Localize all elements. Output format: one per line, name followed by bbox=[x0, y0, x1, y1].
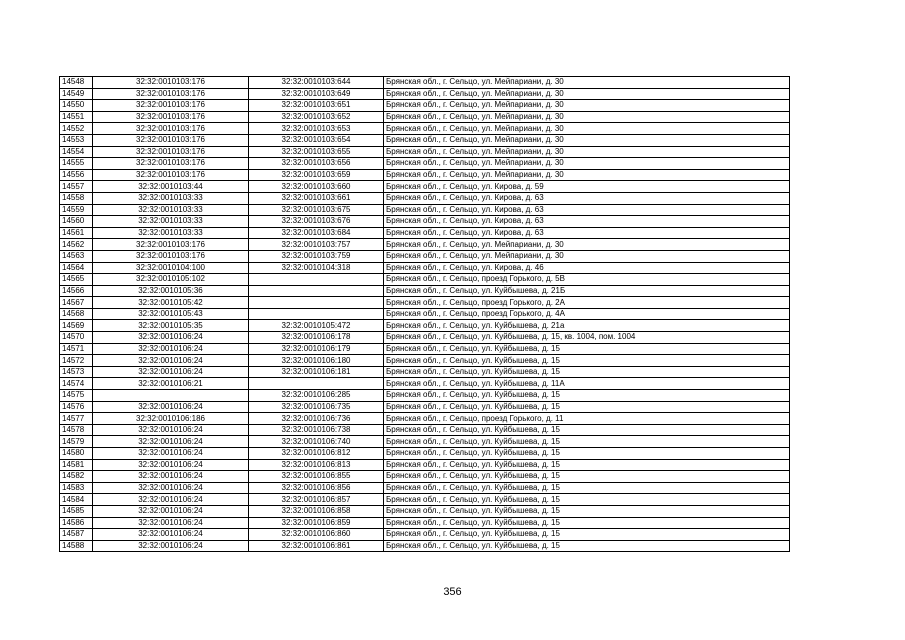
object-number-cell: 32:32:0010103:759 bbox=[249, 250, 384, 262]
table-row bbox=[60, 332, 790, 344]
parcel-number-cell: 32:32:0010106:24 bbox=[93, 424, 249, 436]
object-number-cell: 32:32:0010104:318 bbox=[249, 262, 384, 274]
table-row bbox=[60, 274, 790, 286]
parcel-number-cell: 32:32:0010106:24 bbox=[93, 494, 249, 506]
parcel-number-cell: 32:32:0010106:24 bbox=[93, 332, 249, 344]
object-number-cell: 32:32:0010106:181 bbox=[249, 366, 384, 378]
object-number-cell bbox=[249, 308, 384, 320]
address-cell: Брянская обл., г. Сельцо, ул. Куйбышева, д. 15 bbox=[384, 366, 790, 378]
object-number-cell: 32:32:0010103:757 bbox=[249, 239, 384, 251]
object-number-cell bbox=[249, 297, 384, 309]
object-number-cell: 32:32:0010103:644 bbox=[249, 77, 384, 89]
object-number-cell: 32:32:0010106:857 bbox=[249, 494, 384, 506]
row-number-cell: 14557 bbox=[60, 181, 93, 193]
table-row bbox=[60, 308, 790, 320]
table-row bbox=[60, 158, 790, 170]
object-number-cell: 32:32:0010106:179 bbox=[249, 343, 384, 355]
parcel-number-cell: 32:32:0010106:24 bbox=[93, 459, 249, 471]
address-cell: Брянская обл., г. Сельцо, ул. Куйбышева, д. 15 bbox=[384, 390, 790, 402]
table-row bbox=[60, 285, 790, 297]
row-number-cell: 14560 bbox=[60, 216, 93, 228]
address-cell: Брянская обл., г. Сельцо, ул. Кирова, д. 46 bbox=[384, 262, 790, 274]
address-cell: Брянская обл., г. Сельцо, ул. Куйбышева, д. 15 bbox=[384, 424, 790, 436]
parcel-number-cell: 32:32:0010103:176 bbox=[93, 88, 249, 100]
row-number-cell: 14588 bbox=[60, 540, 93, 552]
parcel-number-cell: 32:32:0010106:24 bbox=[93, 517, 249, 529]
parcel-number-cell: 32:32:0010106:24 bbox=[93, 436, 249, 448]
row-number-cell: 14573 bbox=[60, 366, 93, 378]
address-cell: Брянская обл., г. Сельцо, ул. Кирова, д. 63 bbox=[384, 216, 790, 228]
address-cell: Брянская обл., г. Сельцо, ул. Мейпариани, д. 30 bbox=[384, 169, 790, 181]
row-number-cell: 14564 bbox=[60, 262, 93, 274]
table-row bbox=[60, 239, 790, 251]
table-row bbox=[60, 262, 790, 274]
table-row bbox=[60, 540, 790, 552]
parcel-number-cell: 32:32:0010106:24 bbox=[93, 366, 249, 378]
register-table-body bbox=[60, 77, 790, 552]
parcel-number-cell: 32:32:0010105:35 bbox=[93, 320, 249, 332]
object-number-cell: 32:32:0010106:858 bbox=[249, 505, 384, 517]
parcel-number-cell: 32:32:0010103:33 bbox=[93, 227, 249, 239]
parcel-number-cell: 32:32:0010106:21 bbox=[93, 378, 249, 390]
address-cell: Брянская обл., г. Сельцо, проезд Горького, д. 5В bbox=[384, 274, 790, 286]
object-number-cell bbox=[249, 378, 384, 390]
object-number-cell: 32:32:0010103:656 bbox=[249, 158, 384, 170]
address-cell: Брянская обл., г. Сельцо, ул. Куйбышева, д. 15 bbox=[384, 355, 790, 367]
address-cell: Брянская обл., г. Сельцо, ул. Кирова, д. 63 bbox=[384, 192, 790, 204]
table-row bbox=[60, 343, 790, 355]
object-number-cell: 32:32:0010106:861 bbox=[249, 540, 384, 552]
row-number-cell: 14567 bbox=[60, 297, 93, 309]
table-row bbox=[60, 146, 790, 158]
address-cell: Брянская обл., г. Сельцо, проезд Горького, д. 4А bbox=[384, 308, 790, 320]
table-row bbox=[60, 134, 790, 146]
address-cell: Брянская обл., г. Сельцо, ул. Мейпариани, д. 30 bbox=[384, 239, 790, 251]
table-row bbox=[60, 192, 790, 204]
row-number-cell: 14552 bbox=[60, 123, 93, 135]
register-table bbox=[59, 76, 790, 552]
table-row bbox=[60, 320, 790, 332]
address-cell: Брянская обл., г. Сельцо, ул. Куйбышева, д. 21Б bbox=[384, 285, 790, 297]
object-number-cell: 32:32:0010103:654 bbox=[249, 134, 384, 146]
parcel-number-cell: 32:32:0010106:24 bbox=[93, 540, 249, 552]
address-cell: Брянская обл., г. Сельцо, ул. Куйбышева, д. 15 bbox=[384, 529, 790, 541]
address-cell: Брянская обл., г. Сельцо, ул. Куйбышева, д. 15 bbox=[384, 448, 790, 460]
object-number-cell: 32:32:0010103:661 bbox=[249, 192, 384, 204]
table-row bbox=[60, 494, 790, 506]
table-row bbox=[60, 169, 790, 181]
parcel-number-cell: 32:32:0010103:176 bbox=[93, 100, 249, 112]
address-cell: Брянская обл., г. Сельцо, ул. Куйбышева, д. 15, кв. 1004, пом. 1004 bbox=[384, 332, 790, 344]
table-row bbox=[60, 100, 790, 112]
table-row bbox=[60, 88, 790, 100]
address-cell: Брянская обл., г. Сельцо, ул. Мейпариани, д. 30 bbox=[384, 77, 790, 89]
table-row bbox=[60, 424, 790, 436]
parcel-number-cell: 32:32:0010103:176 bbox=[93, 239, 249, 251]
parcel-number-cell: 32:32:0010105:43 bbox=[93, 308, 249, 320]
row-number-cell: 14570 bbox=[60, 332, 93, 344]
object-number-cell: 32:32:0010103:655 bbox=[249, 146, 384, 158]
object-number-cell: 32:32:0010103:652 bbox=[249, 111, 384, 123]
row-number-cell: 14577 bbox=[60, 413, 93, 425]
object-number-cell: 32:32:0010106:740 bbox=[249, 436, 384, 448]
parcel-number-cell: 32:32:0010106:24 bbox=[93, 529, 249, 541]
row-number-cell: 14583 bbox=[60, 482, 93, 494]
row-number-cell: 14548 bbox=[60, 77, 93, 89]
row-number-cell: 14569 bbox=[60, 320, 93, 332]
address-cell: Брянская обл., г. Сельцо, проезд Горького, д. 2А bbox=[384, 297, 790, 309]
address-cell: Брянская обл., г. Сельцо, ул. Мейпариани, д. 30 bbox=[384, 111, 790, 123]
table-row bbox=[60, 459, 790, 471]
object-number-cell bbox=[249, 274, 384, 286]
address-cell: Брянская обл., г. Сельцо, ул. Кирова, д. 63 bbox=[384, 204, 790, 216]
address-cell: Брянская обл., г. Сельцо, ул. Мейпариани, д. 30 bbox=[384, 146, 790, 158]
row-number-cell: 14582 bbox=[60, 471, 93, 483]
table-row bbox=[60, 77, 790, 89]
row-number-cell: 14571 bbox=[60, 343, 93, 355]
object-number-cell: 32:32:0010106:738 bbox=[249, 424, 384, 436]
address-cell: Брянская обл., г. Сельцо, ул. Куйбышева, д. 15 bbox=[384, 505, 790, 517]
address-cell: Брянская обл., г. Сельцо, ул. Куйбышева, д. 11А bbox=[384, 378, 790, 390]
page-number: 356 bbox=[443, 586, 462, 598]
address-cell: Брянская обл., г. Сельцо, ул. Мейпариани, д. 30 bbox=[384, 134, 790, 146]
table-row bbox=[60, 378, 790, 390]
object-number-cell: 32:32:0010103:675 bbox=[249, 204, 384, 216]
row-number-cell: 14579 bbox=[60, 436, 93, 448]
address-cell: Брянская обл., г. Сельцо, ул. Кирова, д. 59 bbox=[384, 181, 790, 193]
table-row bbox=[60, 123, 790, 135]
address-cell: Брянская обл., г. Сельцо, ул. Мейпариани, д. 30 bbox=[384, 250, 790, 262]
row-number-cell: 14578 bbox=[60, 424, 93, 436]
table-row bbox=[60, 448, 790, 460]
object-number-cell: 32:32:0010106:735 bbox=[249, 401, 384, 413]
row-number-cell: 14568 bbox=[60, 308, 93, 320]
row-number-cell: 14550 bbox=[60, 100, 93, 112]
object-number-cell: 32:32:0010106:285 bbox=[249, 390, 384, 402]
table-row bbox=[60, 517, 790, 529]
parcel-number-cell: 32:32:0010103:33 bbox=[93, 192, 249, 204]
parcel-number-cell: 32:32:0010103:176 bbox=[93, 111, 249, 123]
object-number-cell: 32:32:0010103:684 bbox=[249, 227, 384, 239]
parcel-number-cell: 32:32:0010106:24 bbox=[93, 471, 249, 483]
parcel-number-cell: 32:32:0010105:36 bbox=[93, 285, 249, 297]
row-number-cell: 14559 bbox=[60, 204, 93, 216]
address-cell: Брянская обл., г. Сельцо, ул. Куйбышева, д. 15 bbox=[384, 343, 790, 355]
table-row bbox=[60, 355, 790, 367]
object-number-cell: 32:32:0010106:813 bbox=[249, 459, 384, 471]
object-number-cell: 32:32:0010103:660 bbox=[249, 181, 384, 193]
table-row bbox=[60, 413, 790, 425]
address-cell: Брянская обл., г. Сельцо, ул. Куйбышева, д. 21а bbox=[384, 320, 790, 332]
row-number-cell: 14562 bbox=[60, 239, 93, 251]
row-number-cell: 14554 bbox=[60, 146, 93, 158]
parcel-number-cell: 32:32:0010103:44 bbox=[93, 181, 249, 193]
table-row bbox=[60, 297, 790, 309]
row-number-cell: 14551 bbox=[60, 111, 93, 123]
parcel-number-cell: 32:32:0010106:24 bbox=[93, 355, 249, 367]
row-number-cell: 14575 bbox=[60, 390, 93, 402]
row-number-cell: 14580 bbox=[60, 448, 93, 460]
table-row bbox=[60, 227, 790, 239]
row-number-cell: 14553 bbox=[60, 134, 93, 146]
address-cell: Брянская обл., г. Сельцо, ул. Куйбышева, д. 15 bbox=[384, 436, 790, 448]
parcel-number-cell: 32:32:0010106:24 bbox=[93, 343, 249, 355]
address-cell: Брянская обл., г. Сельцо, проезд Горького, д. 11 bbox=[384, 413, 790, 425]
table-row bbox=[60, 366, 790, 378]
object-number-cell: 32:32:0010106:180 bbox=[249, 355, 384, 367]
address-cell: Брянская обл., г. Сельцо, ул. Куйбышева, д. 15 bbox=[384, 540, 790, 552]
row-number-cell: 14581 bbox=[60, 459, 93, 471]
parcel-number-cell bbox=[93, 390, 249, 402]
parcel-number-cell: 32:32:0010103:176 bbox=[93, 134, 249, 146]
object-number-cell: 32:32:0010103:653 bbox=[249, 123, 384, 135]
parcel-number-cell: 32:32:0010103:176 bbox=[93, 169, 249, 181]
table-row bbox=[60, 204, 790, 216]
table-row bbox=[60, 181, 790, 193]
table-row bbox=[60, 111, 790, 123]
address-cell: Брянская обл., г. Сельцо, ул. Куйбышева, д. 15 bbox=[384, 494, 790, 506]
object-number-cell: 32:32:0010103:649 bbox=[249, 88, 384, 100]
row-number-cell: 14555 bbox=[60, 158, 93, 170]
table-row bbox=[60, 390, 790, 402]
address-cell: Брянская обл., г. Сельцо, ул. Мейпариани, д. 30 bbox=[384, 158, 790, 170]
row-number-cell: 14586 bbox=[60, 517, 93, 529]
row-number-cell: 14572 bbox=[60, 355, 93, 367]
table-row bbox=[60, 436, 790, 448]
object-number-cell: 32:32:0010106:178 bbox=[249, 332, 384, 344]
row-number-cell: 14561 bbox=[60, 227, 93, 239]
parcel-number-cell: 32:32:0010105:102 bbox=[93, 274, 249, 286]
row-number-cell: 14584 bbox=[60, 494, 93, 506]
parcel-number-cell: 32:32:0010106:24 bbox=[93, 401, 249, 413]
object-number-cell: 32:32:0010106:736 bbox=[249, 413, 384, 425]
row-number-cell: 14549 bbox=[60, 88, 93, 100]
table-row bbox=[60, 482, 790, 494]
table-row bbox=[60, 505, 790, 517]
object-number-cell: 32:32:0010106:812 bbox=[249, 448, 384, 460]
address-cell: Брянская обл., г. Сельцо, ул. Мейпариани, д. 30 bbox=[384, 123, 790, 135]
object-number-cell: 32:32:0010103:676 bbox=[249, 216, 384, 228]
row-number-cell: 14585 bbox=[60, 505, 93, 517]
row-number-cell: 14556 bbox=[60, 169, 93, 181]
table-row bbox=[60, 529, 790, 541]
table-row bbox=[60, 401, 790, 413]
address-cell: Брянская обл., г. Сельцо, ул. Куйбышева, д. 15 bbox=[384, 401, 790, 413]
parcel-number-cell: 32:32:0010103:176 bbox=[93, 158, 249, 170]
row-number-cell: 14565 bbox=[60, 274, 93, 286]
table-row bbox=[60, 471, 790, 483]
table-row bbox=[60, 216, 790, 228]
object-number-cell: 32:32:0010105:472 bbox=[249, 320, 384, 332]
parcel-number-cell: 32:32:0010103:33 bbox=[93, 204, 249, 216]
address-cell: Брянская обл., г. Сельцо, ул. Куйбышева, д. 15 bbox=[384, 517, 790, 529]
object-number-cell: 32:32:0010103:651 bbox=[249, 100, 384, 112]
address-cell: Брянская обл., г. Сельцо, ул. Куйбышева, д. 15 bbox=[384, 482, 790, 494]
parcel-number-cell: 32:32:0010103:33 bbox=[93, 216, 249, 228]
parcel-number-cell: 32:32:0010106:24 bbox=[93, 448, 249, 460]
parcel-number-cell: 32:32:0010105:42 bbox=[93, 297, 249, 309]
parcel-number-cell: 32:32:0010106:24 bbox=[93, 505, 249, 517]
object-number-cell: 32:32:0010106:859 bbox=[249, 517, 384, 529]
row-number-cell: 14566 bbox=[60, 285, 93, 297]
address-cell: Брянская обл., г. Сельцо, ул. Куйбышева, д. 15 bbox=[384, 471, 790, 483]
row-number-cell: 14558 bbox=[60, 192, 93, 204]
object-number-cell: 32:32:0010106:860 bbox=[249, 529, 384, 541]
address-cell: Брянская обл., г. Сельцо, ул. Кирова, д. 63 bbox=[384, 227, 790, 239]
parcel-number-cell: 32:32:0010103:176 bbox=[93, 250, 249, 262]
table-row bbox=[60, 250, 790, 262]
parcel-number-cell: 32:32:0010103:176 bbox=[93, 146, 249, 158]
address-cell: Брянская обл., г. Сельцо, ул. Мейпариани, д. 30 bbox=[384, 100, 790, 112]
parcel-number-cell: 32:32:0010106:24 bbox=[93, 482, 249, 494]
parcel-number-cell: 32:32:0010103:176 bbox=[93, 123, 249, 135]
row-number-cell: 14563 bbox=[60, 250, 93, 262]
row-number-cell: 14576 bbox=[60, 401, 93, 413]
parcel-number-cell: 32:32:0010104:100 bbox=[93, 262, 249, 274]
object-number-cell: 32:32:0010106:856 bbox=[249, 482, 384, 494]
parcel-number-cell: 32:32:0010106:186 bbox=[93, 413, 249, 425]
object-number-cell bbox=[249, 285, 384, 297]
address-cell: Брянская обл., г. Сельцо, ул. Куйбышева, д. 15 bbox=[384, 459, 790, 471]
row-number-cell: 14574 bbox=[60, 378, 93, 390]
row-number-cell: 14587 bbox=[60, 529, 93, 541]
parcel-number-cell: 32:32:0010103:176 bbox=[93, 77, 249, 89]
object-number-cell: 32:32:0010103:659 bbox=[249, 169, 384, 181]
object-number-cell: 32:32:0010106:855 bbox=[249, 471, 384, 483]
address-cell: Брянская обл., г. Сельцо, ул. Мейпариани, д. 30 bbox=[384, 88, 790, 100]
